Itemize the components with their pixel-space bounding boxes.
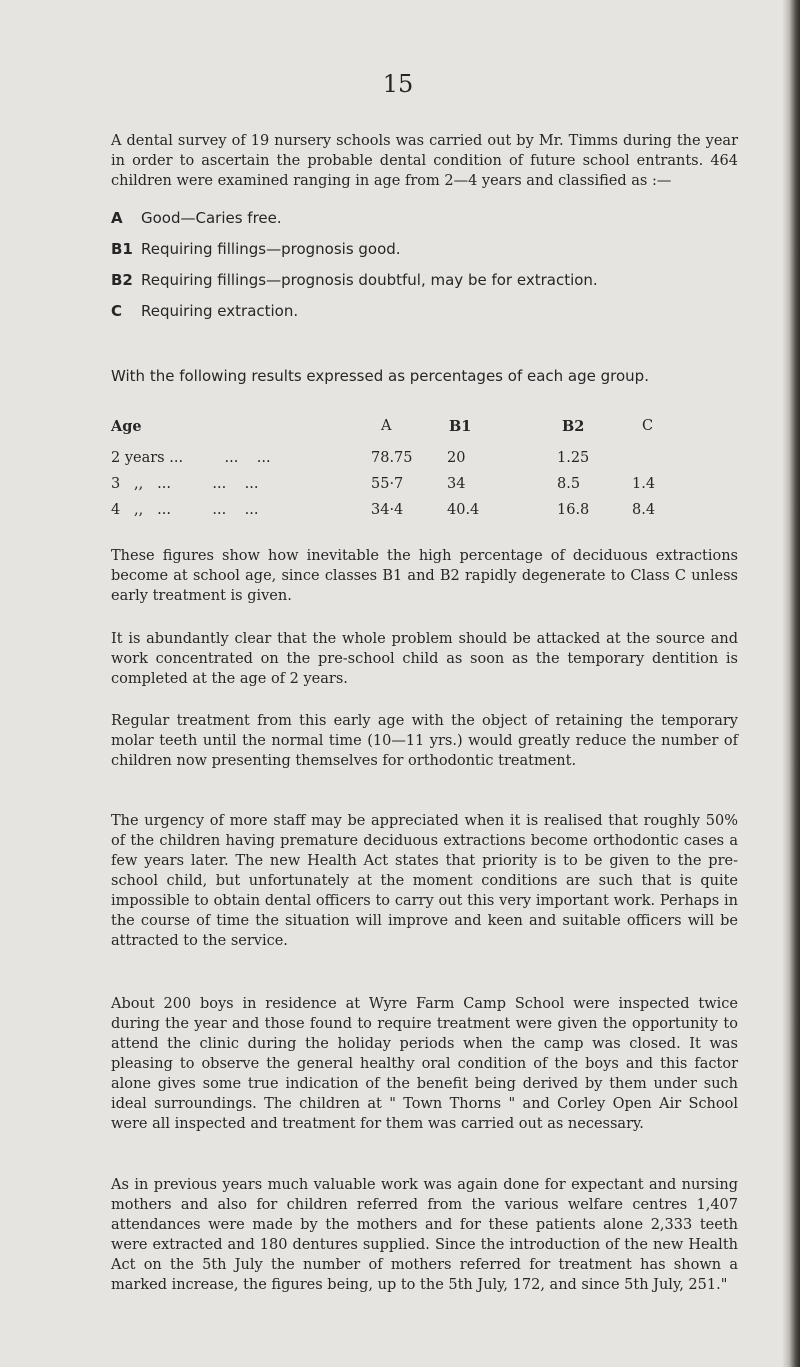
cell-age: 4 ,, ... ... ...	[111, 502, 259, 518]
header-a: A	[381, 418, 392, 434]
cell-b2: 16.8	[557, 502, 590, 518]
table-row	[111, 502, 711, 526]
classification-item-b1	[111, 240, 738, 271]
class-code: B2	[111, 271, 133, 289]
cell-a: 34·4	[371, 502, 404, 518]
class-description: Good—Caries free.	[141, 209, 282, 227]
header-b1: B1	[449, 418, 472, 435]
paragraph-urgency: The urgency of more staff may be appreciated when it is realised that roughly 50% of the children having premature deciduous extractions become orthodontic cases a few years later. The new Health Act states that priority is to be given to the pre-school child, but unfortunately at the moment conditions are such that is quite impossible to obtain dental officers to carry out this very important work. Perhaps in the course of time the situation will improve and keen and suitable officers will be attracted to the service.	[111, 813, 738, 949]
paragraph-problem: It is abundantly clear that the whole problem should be attacked at the source and work concentrated on the pre-school child as soon as the temporary dentition is completed at the age of 2 years.	[111, 631, 738, 687]
cell-age: 2 years ... ... ...	[111, 450, 271, 466]
table-row	[111, 476, 711, 500]
cell-age: 3 ,, ... ... ...	[111, 476, 259, 492]
page-number: 15	[382, 70, 414, 98]
cell-a: 55·7	[371, 476, 404, 492]
table-row	[111, 450, 711, 474]
header-c: C	[642, 418, 654, 434]
table-header-row	[111, 418, 711, 442]
paragraph-figures: These figures show how inevitable the high percentage of deciduous extractions become at school age, since classes B1 and B2 rapidly degenerate to Class C unless early treatment is given.	[111, 548, 738, 604]
classification-item-c	[111, 302, 738, 333]
results-intro: With the following results expressed as percentages of each age group.	[111, 367, 649, 385]
cell-c: 8.4	[632, 502, 656, 518]
header-b2: B2	[562, 418, 585, 435]
classification-list	[111, 209, 738, 333]
classification-item-b2	[111, 271, 738, 302]
class-description: Requiring fillings—prognosis doubtful, may be for extraction.	[141, 271, 598, 289]
paragraph-mothers: As in previous years much valuable work was again done for expectant and nursing mothers and also for children referred from the various welfare centres 1,407 attendances were made by the mothers and for these patients alone 2,333 teeth were extracted and 180 dentures supplied. Since the introduction of the new Health Act on the 5th July the number of mothers referred for treatment has shown a marked increase, the figures being, up to the 5th July, 172, and since 5th July, 251."	[111, 1177, 738, 1293]
cell-b2: 8.5	[557, 476, 581, 492]
page-edge-shadow	[782, 0, 800, 1367]
cell-b2: 1.25	[557, 450, 590, 466]
class-code: C	[111, 302, 123, 320]
classification-item-a	[111, 209, 738, 240]
cell-b1: 34	[447, 476, 466, 492]
paragraph-wyre-farm: About 200 boys in residence at Wyre Farm Camp School were inspected twice during the year and those found to require treatment were given the opportunity to attend the clinic during the holiday periods when the camp was closed. It was pleasing to observe the general healthy oral condition of the boys and this factor alone gives some true indication of the benefit being derived by them under such ideal surroundings. The children at " Town Thorns " and Corley Open Air School were all inspected and treatment for them was carried out as necessary.	[111, 996, 738, 1132]
cell-c: 1.4	[632, 476, 656, 492]
cell-b1: 40.4	[447, 502, 480, 518]
paragraph-survey-intro: A dental survey of 19 nursery schools was carried out by Mr. Timms during the year in order to ascertain the probable dental condition of future school entrants. 464 children were examined ranging in age from 2—4 years and classified as :—	[111, 133, 738, 189]
header-age: Age	[111, 418, 142, 435]
cell-b1: 20	[447, 450, 466, 466]
class-description: Requiring extraction.	[141, 302, 299, 320]
cell-a: 78.75	[371, 450, 413, 466]
class-description: Requiring fillings—prognosis good.	[141, 240, 401, 258]
class-code: B1	[111, 240, 133, 258]
class-code: A	[111, 209, 123, 227]
paragraph-treatment: Regular treatment from this early age with the object of retaining the temporary molar teeth until the normal time (10—11 yrs.) would greatly reduce the number of children now presenting themselves for orthodontic treatment.	[111, 713, 738, 769]
